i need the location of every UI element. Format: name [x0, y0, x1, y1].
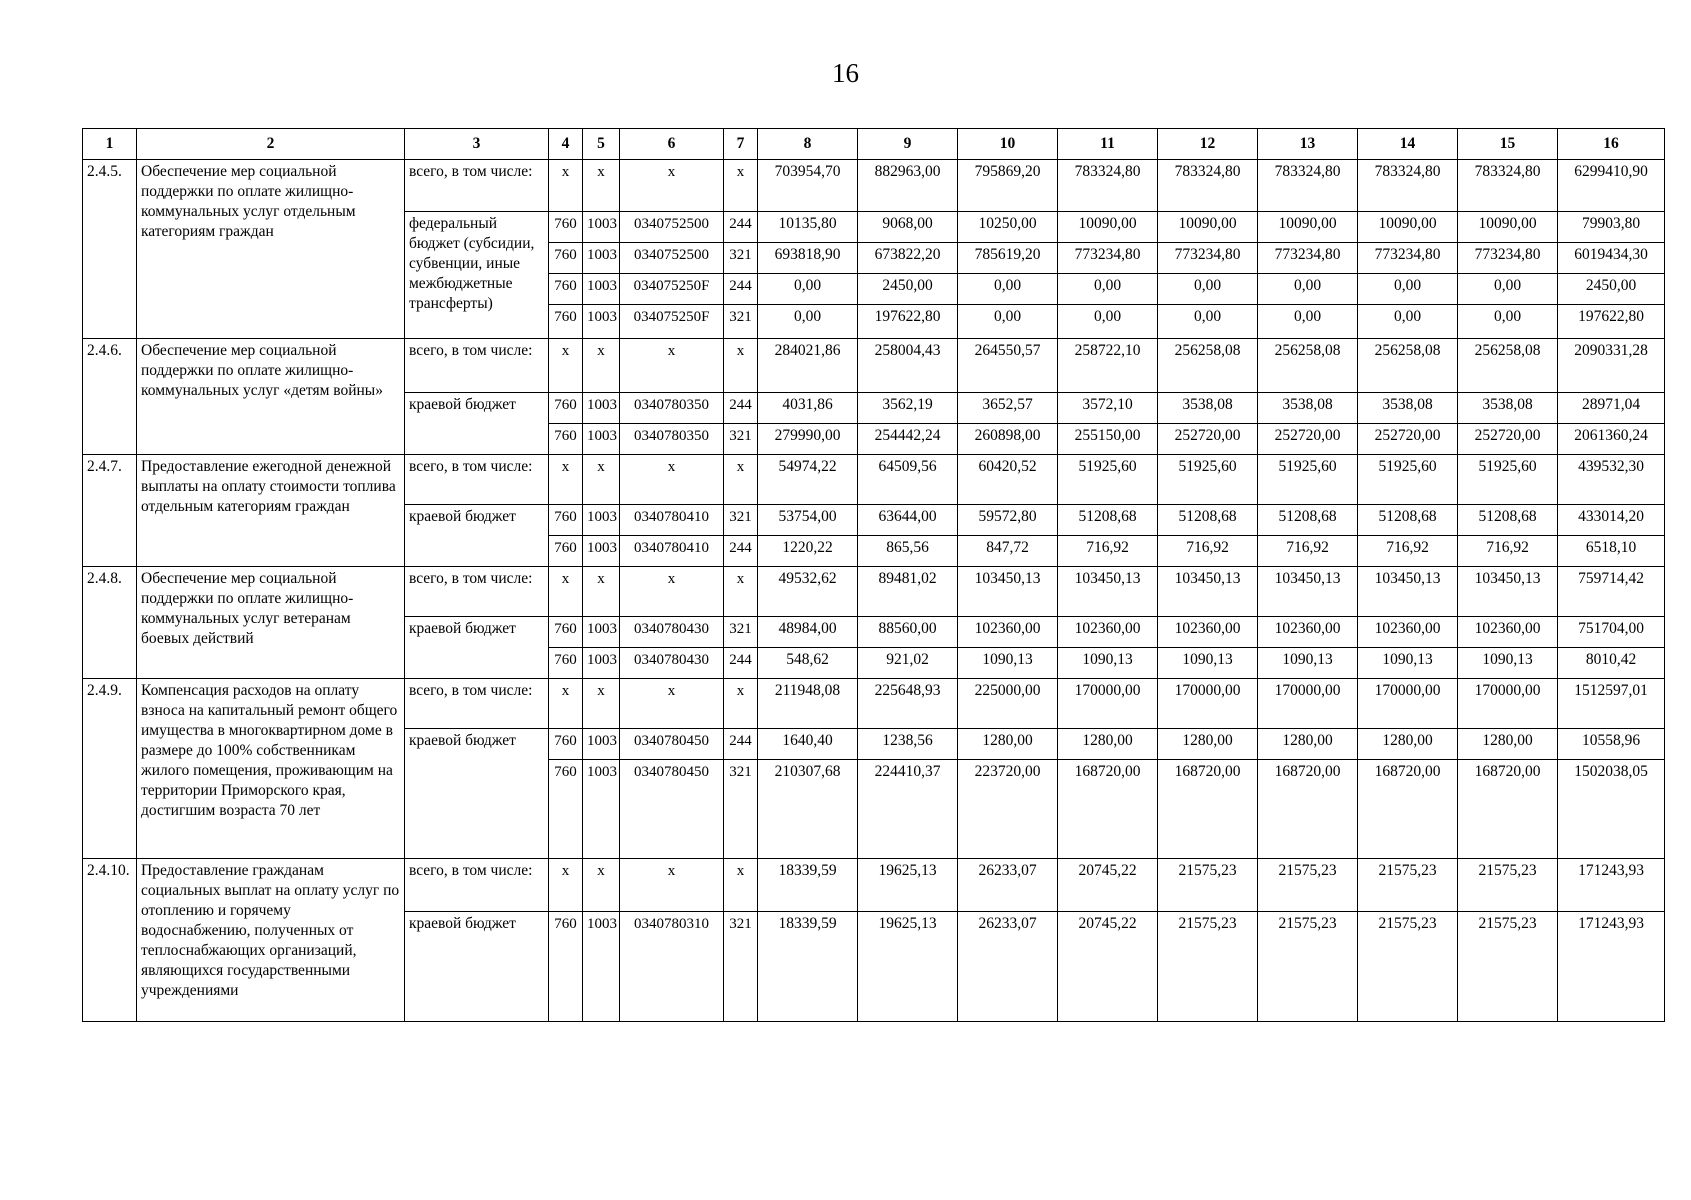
code-cell: 1003	[583, 274, 620, 305]
value-cell: 693818,90	[758, 243, 858, 274]
value-cell: 103450,13	[1358, 567, 1458, 617]
value-cell: 19625,13	[858, 859, 958, 912]
value-cell: 0,00	[1058, 305, 1158, 339]
value-cell: 51925,60	[1358, 455, 1458, 505]
code-cell: 244	[724, 536, 758, 567]
code-cell: 321	[724, 305, 758, 339]
code-cell: x	[620, 567, 724, 617]
source-label: краевой бюджет	[405, 617, 549, 679]
code-cell: 1003	[583, 760, 620, 859]
value-cell: 171243,93	[1558, 859, 1665, 912]
value-cell: 9068,00	[858, 212, 958, 243]
code-cell: x	[583, 679, 620, 729]
row-id: 2.4.8.	[83, 567, 137, 679]
code-cell: 1003	[583, 648, 620, 679]
column-header: 6	[620, 129, 724, 160]
value-cell: 21575,23	[1258, 912, 1358, 1022]
code-cell: 760	[549, 243, 583, 274]
code-cell: 321	[724, 617, 758, 648]
value-cell: 773234,80	[1258, 243, 1358, 274]
code-cell: 1003	[583, 424, 620, 455]
value-cell: 783324,80	[1258, 160, 1358, 212]
value-cell: 773234,80	[1358, 243, 1458, 274]
code-cell: x	[549, 859, 583, 912]
table-row-total	[83, 679, 1665, 729]
value-cell: 1512597,01	[1558, 679, 1665, 729]
code-cell: 760	[549, 617, 583, 648]
value-cell: 103450,13	[1158, 567, 1258, 617]
value-cell: 60420,52	[958, 455, 1058, 505]
code-cell: 244	[724, 212, 758, 243]
code-cell: 1003	[583, 912, 620, 1022]
column-header: 14	[1358, 129, 1458, 160]
total-label: всего, в том числе:	[405, 455, 549, 505]
value-cell: 258004,43	[858, 339, 958, 393]
column-header: 4	[549, 129, 583, 160]
value-cell: 170000,00	[1158, 679, 1258, 729]
value-cell: 3652,57	[958, 393, 1058, 424]
value-cell: 64509,56	[858, 455, 958, 505]
value-cell: 21575,23	[1458, 859, 1558, 912]
source-label: краевой бюджет	[405, 912, 549, 1022]
value-cell: 6518,10	[1558, 536, 1665, 567]
row-name: Предоставление гражданам социальных выплат на оплату услуг по отоплению и горячему водоснабжению, полученных от теплоснабжающих организаций, являющихся государственными учреждениями	[137, 859, 405, 1022]
value-cell: 1090,13	[1258, 648, 1358, 679]
value-cell: 3562,19	[858, 393, 958, 424]
code-cell: 0340780350	[620, 424, 724, 455]
value-cell: 255150,00	[1058, 424, 1158, 455]
value-cell: 168720,00	[1258, 760, 1358, 859]
code-cell: 321	[724, 912, 758, 1022]
value-cell: 48984,00	[758, 617, 858, 648]
value-cell: 256258,08	[1358, 339, 1458, 393]
row-id: 2.4.10.	[83, 859, 137, 1022]
value-cell: 1280,00	[1158, 729, 1258, 760]
total-label: всего, в том числе:	[405, 859, 549, 912]
value-cell: 10135,80	[758, 212, 858, 243]
column-header: 12	[1158, 129, 1258, 160]
column-header: 11	[1058, 129, 1158, 160]
table-row-total	[83, 859, 1665, 912]
value-cell: 716,92	[1058, 536, 1158, 567]
value-cell: 10558,96	[1558, 729, 1665, 760]
value-cell: 171243,93	[1558, 912, 1665, 1022]
code-cell: 321	[724, 760, 758, 859]
value-cell: 256258,08	[1458, 339, 1558, 393]
value-cell: 89481,02	[858, 567, 958, 617]
value-cell: 759714,42	[1558, 567, 1665, 617]
value-cell: 21575,23	[1158, 859, 1258, 912]
code-cell: 1003	[583, 617, 620, 648]
header-row	[83, 129, 1665, 160]
value-cell: 847,72	[958, 536, 1058, 567]
value-cell: 1090,13	[1058, 648, 1158, 679]
row-id: 2.4.9.	[83, 679, 137, 859]
value-cell: 51925,60	[1158, 455, 1258, 505]
column-header: 13	[1258, 129, 1358, 160]
value-cell: 783324,80	[1458, 160, 1558, 212]
code-cell: x	[549, 160, 583, 212]
value-cell: 103450,13	[1258, 567, 1358, 617]
value-cell: 865,56	[858, 536, 958, 567]
value-cell: 59572,80	[958, 505, 1058, 536]
value-cell: 882963,00	[858, 160, 958, 212]
value-cell: 170000,00	[1358, 679, 1458, 729]
value-cell: 26233,07	[958, 912, 1058, 1022]
value-cell: 1090,13	[1358, 648, 1458, 679]
value-cell: 51208,68	[1458, 505, 1558, 536]
code-cell: 0340780410	[620, 505, 724, 536]
value-cell: 2450,00	[858, 274, 958, 305]
row-name: Обеспечение мер социальной поддержки по оплате жилищно-коммунальных услуг отдельным категориям граждан	[137, 160, 405, 339]
value-cell: 1090,13	[958, 648, 1058, 679]
value-cell: 170000,00	[1458, 679, 1558, 729]
value-cell: 102360,00	[1058, 617, 1158, 648]
value-cell: 102360,00	[1158, 617, 1258, 648]
value-cell: 225648,93	[858, 679, 958, 729]
value-cell: 783324,80	[1058, 160, 1158, 212]
value-cell: 279990,00	[758, 424, 858, 455]
code-cell: 1003	[583, 536, 620, 567]
value-cell: 751704,00	[1558, 617, 1665, 648]
code-cell: 760	[549, 274, 583, 305]
value-cell: 51925,60	[1458, 455, 1558, 505]
value-cell: 1280,00	[1058, 729, 1158, 760]
column-header: 9	[858, 129, 958, 160]
value-cell: 252720,00	[1458, 424, 1558, 455]
value-cell: 10090,00	[1058, 212, 1158, 243]
value-cell: 548,62	[758, 648, 858, 679]
value-cell: 51208,68	[1158, 505, 1258, 536]
column-header: 15	[1458, 129, 1558, 160]
row-name: Обеспечение мер социальной поддержки по оплате жилищно-коммунальных услуг ветеранам боевых действий	[137, 567, 405, 679]
code-cell: 0340780450	[620, 729, 724, 760]
code-cell: 0340780430	[620, 617, 724, 648]
value-cell: 6019434,30	[1558, 243, 1665, 274]
column-header: 8	[758, 129, 858, 160]
value-cell: 785619,20	[958, 243, 1058, 274]
source-label: краевой бюджет	[405, 393, 549, 455]
code-cell: x	[583, 160, 620, 212]
value-cell: 224410,37	[858, 760, 958, 859]
code-cell: 1003	[583, 212, 620, 243]
value-cell: 18339,59	[758, 912, 858, 1022]
value-cell: 716,92	[1458, 536, 1558, 567]
value-cell: 21575,23	[1258, 859, 1358, 912]
code-cell: 244	[724, 274, 758, 305]
value-cell: 3538,08	[1258, 393, 1358, 424]
total-label: всего, в том числе:	[405, 679, 549, 729]
value-cell: 197622,80	[858, 305, 958, 339]
value-cell: 102360,00	[1258, 617, 1358, 648]
value-cell: 258722,10	[1058, 339, 1158, 393]
code-cell: x	[620, 160, 724, 212]
value-cell: 783324,80	[1158, 160, 1258, 212]
value-cell: 0,00	[1458, 274, 1558, 305]
value-cell: 0,00	[1358, 274, 1458, 305]
row-id: 2.4.6.	[83, 339, 137, 455]
value-cell: 197622,80	[1558, 305, 1665, 339]
value-cell: 1090,13	[1158, 648, 1258, 679]
value-cell: 88560,00	[858, 617, 958, 648]
column-header: 1	[83, 129, 137, 160]
value-cell: 773234,80	[1458, 243, 1558, 274]
code-cell: x	[724, 455, 758, 505]
value-cell: 1280,00	[1258, 729, 1358, 760]
value-cell: 1220,22	[758, 536, 858, 567]
value-cell: 2061360,24	[1558, 424, 1665, 455]
value-cell: 716,92	[1258, 536, 1358, 567]
code-cell: 244	[724, 729, 758, 760]
value-cell: 1280,00	[1358, 729, 1458, 760]
code-cell: 0340780430	[620, 648, 724, 679]
code-cell: x	[724, 859, 758, 912]
value-cell: 3538,08	[1458, 393, 1558, 424]
code-cell: x	[583, 859, 620, 912]
value-cell: 252720,00	[1158, 424, 1258, 455]
code-cell: 760	[549, 729, 583, 760]
value-cell: 716,92	[1158, 536, 1258, 567]
code-cell: x	[724, 679, 758, 729]
value-cell: 6299410,90	[1558, 160, 1665, 212]
value-cell: 211948,08	[758, 679, 858, 729]
code-cell: 0340780350	[620, 393, 724, 424]
value-cell: 252720,00	[1258, 424, 1358, 455]
value-cell: 21575,23	[1358, 912, 1458, 1022]
code-cell: 760	[549, 536, 583, 567]
table-row-total	[83, 160, 1665, 212]
value-cell: 3572,10	[1058, 393, 1158, 424]
value-cell: 4031,86	[758, 393, 858, 424]
code-cell: x	[620, 339, 724, 393]
value-cell: 223720,00	[958, 760, 1058, 859]
code-cell: x	[583, 339, 620, 393]
value-cell: 1090,13	[1458, 648, 1558, 679]
value-cell: 0,00	[758, 274, 858, 305]
value-cell: 2090331,28	[1558, 339, 1665, 393]
value-cell: 0,00	[1258, 305, 1358, 339]
value-cell: 20745,22	[1058, 859, 1158, 912]
code-cell: 0340752500	[620, 212, 724, 243]
value-cell: 256258,08	[1158, 339, 1258, 393]
value-cell: 1280,00	[1458, 729, 1558, 760]
value-cell: 210307,68	[758, 760, 858, 859]
value-cell: 102360,00	[1358, 617, 1458, 648]
row-id: 2.4.7.	[83, 455, 137, 567]
code-cell: 321	[724, 424, 758, 455]
table-row-total	[83, 567, 1665, 617]
value-cell: 170000,00	[1258, 679, 1358, 729]
value-cell: 795869,20	[958, 160, 1058, 212]
value-cell: 783324,80	[1358, 160, 1458, 212]
code-cell: x	[549, 455, 583, 505]
budget-table	[82, 128, 1665, 1022]
value-cell: 18339,59	[758, 859, 858, 912]
page-number: 16	[832, 58, 859, 88]
value-cell: 103450,13	[1058, 567, 1158, 617]
table-row-total	[83, 455, 1665, 505]
code-cell: x	[724, 567, 758, 617]
value-cell: 773234,80	[1158, 243, 1258, 274]
value-cell: 0,00	[958, 305, 1058, 339]
code-cell: 760	[549, 912, 583, 1022]
table-row-total	[83, 339, 1665, 393]
code-cell: 760	[549, 305, 583, 339]
code-cell: 321	[724, 243, 758, 274]
value-cell: 79903,80	[1558, 212, 1665, 243]
column-header: 3	[405, 129, 549, 160]
value-cell: 51925,60	[1258, 455, 1358, 505]
code-cell: 760	[549, 424, 583, 455]
code-cell: 0340752500	[620, 243, 724, 274]
value-cell: 1238,56	[858, 729, 958, 760]
value-cell: 260898,00	[958, 424, 1058, 455]
total-label: всего, в том числе:	[405, 160, 549, 212]
value-cell: 439532,30	[1558, 455, 1665, 505]
column-header: 7	[724, 129, 758, 160]
value-cell: 2450,00	[1558, 274, 1665, 305]
value-cell: 21575,23	[1158, 912, 1258, 1022]
code-cell: 1003	[583, 505, 620, 536]
value-cell: 49532,62	[758, 567, 858, 617]
value-cell: 168720,00	[1058, 760, 1158, 859]
value-cell: 1280,00	[958, 729, 1058, 760]
code-cell: 760	[549, 393, 583, 424]
value-cell: 673822,20	[858, 243, 958, 274]
code-cell: 1003	[583, 305, 620, 339]
code-cell: 244	[724, 393, 758, 424]
value-cell: 703954,70	[758, 160, 858, 212]
value-cell: 0,00	[1158, 274, 1258, 305]
value-cell: 433014,20	[1558, 505, 1665, 536]
value-cell: 3538,08	[1358, 393, 1458, 424]
value-cell: 254442,24	[858, 424, 958, 455]
value-cell: 10090,00	[1258, 212, 1358, 243]
row-name: Предоставление ежегодной денежной выплаты на оплату стоимости топлива отдельным категориям граждан	[137, 455, 405, 567]
value-cell: 102360,00	[958, 617, 1058, 648]
value-cell: 716,92	[1358, 536, 1458, 567]
value-cell: 170000,00	[1058, 679, 1158, 729]
value-cell: 8010,42	[1558, 648, 1665, 679]
code-cell: 1003	[583, 243, 620, 274]
value-cell: 0,00	[1358, 305, 1458, 339]
value-cell: 21575,23	[1358, 859, 1458, 912]
code-cell: 760	[549, 212, 583, 243]
code-cell: 1003	[583, 729, 620, 760]
value-cell: 168720,00	[1458, 760, 1558, 859]
row-name: Обеспечение мер социальной поддержки по оплате жилищно-коммунальных услуг «детям войны»	[137, 339, 405, 455]
value-cell: 10250,00	[958, 212, 1058, 243]
value-cell: 19625,13	[858, 912, 958, 1022]
row-name: Компенсация расходов на оплату взноса на капитальный ремонт общего имущества в многоквартирном доме в размере до 100% собственникам жилого помещения, проживающим на территории Приморского края, достигшим возраста 70 лет	[137, 679, 405, 859]
code-cell: x	[620, 455, 724, 505]
total-label: всего, в том числе:	[405, 339, 549, 393]
code-cell: 034075250F	[620, 305, 724, 339]
value-cell: 168720,00	[1358, 760, 1458, 859]
value-cell: 51208,68	[1258, 505, 1358, 536]
value-cell: 921,02	[858, 648, 958, 679]
row-id: 2.4.5.	[83, 160, 137, 339]
value-cell: 21575,23	[1458, 912, 1558, 1022]
value-cell: 1640,40	[758, 729, 858, 760]
value-cell: 3538,08	[1158, 393, 1258, 424]
source-label: федеральный бюджет (субсидии, субвенции, иные межбюджетные трансферты)	[405, 212, 549, 339]
value-cell: 26233,07	[958, 859, 1058, 912]
code-cell: 760	[549, 760, 583, 859]
value-cell: 10090,00	[1358, 212, 1458, 243]
column-header: 2	[137, 129, 405, 160]
value-cell: 168720,00	[1158, 760, 1258, 859]
value-cell: 103450,13	[958, 567, 1058, 617]
code-cell: 760	[549, 505, 583, 536]
code-cell: x	[549, 679, 583, 729]
value-cell: 102360,00	[1458, 617, 1558, 648]
code-cell: x	[583, 567, 620, 617]
code-cell: 0340780450	[620, 760, 724, 859]
value-cell: 103450,13	[1458, 567, 1558, 617]
value-cell: 252720,00	[1358, 424, 1458, 455]
value-cell: 28971,04	[1558, 393, 1665, 424]
code-cell: x	[620, 859, 724, 912]
value-cell: 0,00	[758, 305, 858, 339]
value-cell: 10090,00	[1458, 212, 1558, 243]
code-cell: 760	[549, 648, 583, 679]
value-cell: 10090,00	[1158, 212, 1258, 243]
column-header: 5	[583, 129, 620, 160]
source-label: краевой бюджет	[405, 505, 549, 567]
code-cell: x	[583, 455, 620, 505]
value-cell: 773234,80	[1058, 243, 1158, 274]
column-header: 10	[958, 129, 1058, 160]
value-cell: 54974,22	[758, 455, 858, 505]
value-cell: 0,00	[958, 274, 1058, 305]
value-cell: 0,00	[1458, 305, 1558, 339]
code-cell: x	[724, 160, 758, 212]
code-cell: x	[549, 567, 583, 617]
code-cell: x	[724, 339, 758, 393]
code-cell: x	[620, 679, 724, 729]
value-cell: 20745,22	[1058, 912, 1158, 1022]
value-cell: 0,00	[1158, 305, 1258, 339]
value-cell: 284021,86	[758, 339, 858, 393]
value-cell: 1502038,05	[1558, 760, 1665, 859]
value-cell: 225000,00	[958, 679, 1058, 729]
code-cell: 321	[724, 505, 758, 536]
value-cell: 53754,00	[758, 505, 858, 536]
value-cell: 51208,68	[1358, 505, 1458, 536]
column-header: 16	[1558, 129, 1665, 160]
value-cell: 0,00	[1258, 274, 1358, 305]
code-cell: 0340780410	[620, 536, 724, 567]
value-cell: 264550,57	[958, 339, 1058, 393]
value-cell: 0,00	[1058, 274, 1158, 305]
code-cell: 1003	[583, 393, 620, 424]
source-label: краевой бюджет	[405, 729, 549, 859]
value-cell: 63644,00	[858, 505, 958, 536]
value-cell: 51208,68	[1058, 505, 1158, 536]
value-cell: 256258,08	[1258, 339, 1358, 393]
code-cell: 0340780310	[620, 912, 724, 1022]
code-cell: 034075250F	[620, 274, 724, 305]
total-label: всего, в том числе:	[405, 567, 549, 617]
value-cell: 51925,60	[1058, 455, 1158, 505]
code-cell: 244	[724, 648, 758, 679]
code-cell: x	[549, 339, 583, 393]
